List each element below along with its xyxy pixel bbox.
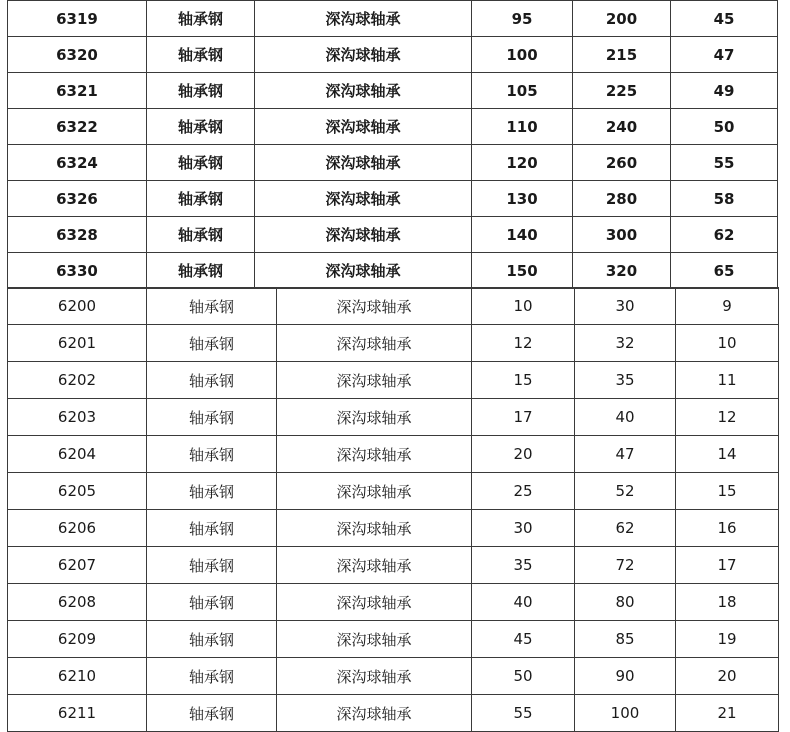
width-cell: 58 [671,181,778,217]
inner-diameter-cell: 40 [472,584,575,621]
table-row [8,217,778,253]
type-cell: 深沟球轴承 [277,362,472,399]
model-cell: 6210 [8,658,147,695]
inner-diameter-cell: 25 [472,473,575,510]
inner-diameter-cell: 20 [472,436,575,473]
material-cell: 轴承钢 [147,621,277,658]
model-cell: 6320 [8,37,147,73]
width-cell: 62 [671,217,778,253]
inner-diameter-cell: 12 [472,325,575,362]
outer-diameter-cell: 40 [575,399,676,436]
outer-diameter-cell: 100 [575,695,676,732]
width-cell: 49 [671,73,778,109]
outer-diameter-cell: 200 [573,1,671,37]
type-cell: 深沟球轴承 [255,181,472,217]
model-cell: 6324 [8,145,147,181]
inner-diameter-cell: 17 [472,399,575,436]
width-cell: 14 [676,436,779,473]
table-row [8,399,779,436]
inner-diameter-cell: 130 [472,181,573,217]
inner-diameter-cell: 110 [472,109,573,145]
type-cell: 深沟球轴承 [277,658,472,695]
model-cell: 6209 [8,621,147,658]
model-cell: 6201 [8,325,147,362]
model-cell: 6321 [8,73,147,109]
inner-diameter-cell: 15 [472,362,575,399]
model-cell: 6206 [8,510,147,547]
outer-diameter-cell: 32 [575,325,676,362]
type-cell: 深沟球轴承 [277,584,472,621]
table-row [8,145,778,181]
outer-diameter-cell: 225 [573,73,671,109]
outer-diameter-cell: 240 [573,109,671,145]
model-cell: 6211 [8,695,147,732]
outer-diameter-cell: 280 [573,181,671,217]
type-cell: 深沟球轴承 [277,399,472,436]
table-row [8,325,779,362]
type-cell: 深沟球轴承 [277,325,472,362]
material-cell: 轴承钢 [147,37,255,73]
width-cell: 11 [676,362,779,399]
inner-diameter-cell: 100 [472,37,573,73]
material-cell: 轴承钢 [147,547,277,584]
material-cell: 轴承钢 [147,473,277,510]
inner-diameter-cell: 95 [472,1,573,37]
outer-diameter-cell: 320 [573,253,671,289]
type-cell: 深沟球轴承 [277,695,472,732]
material-cell: 轴承钢 [147,436,277,473]
table-row [8,73,778,109]
width-cell: 19 [676,621,779,658]
table-row [8,109,778,145]
model-cell: 6322 [8,109,147,145]
type-cell: 深沟球轴承 [255,253,472,289]
type-cell: 深沟球轴承 [277,621,472,658]
width-cell: 20 [676,658,779,695]
width-cell: 9 [676,288,779,325]
model-cell: 6330 [8,253,147,289]
model-cell: 6208 [8,584,147,621]
material-cell: 轴承钢 [147,145,255,181]
type-cell: 深沟球轴承 [277,510,472,547]
material-cell: 轴承钢 [147,658,277,695]
model-cell: 6203 [8,399,147,436]
model-cell: 6200 [8,288,147,325]
outer-diameter-cell: 35 [575,362,676,399]
outer-diameter-cell: 62 [575,510,676,547]
outer-diameter-cell: 300 [573,217,671,253]
width-cell: 55 [671,145,778,181]
width-cell: 17 [676,547,779,584]
width-cell: 15 [676,473,779,510]
model-cell: 6202 [8,362,147,399]
model-cell: 6205 [8,473,147,510]
table-row [8,695,779,732]
width-cell: 47 [671,37,778,73]
table-row [8,473,779,510]
inner-diameter-cell: 150 [472,253,573,289]
table-row [8,253,778,289]
table-row [8,1,778,37]
inner-diameter-cell: 120 [472,145,573,181]
outer-diameter-cell: 47 [575,436,676,473]
width-cell: 18 [676,584,779,621]
material-cell: 轴承钢 [147,1,255,37]
material-cell: 轴承钢 [147,584,277,621]
table-row [8,436,779,473]
material-cell: 轴承钢 [147,288,277,325]
outer-diameter-cell: 52 [575,473,676,510]
material-cell: 轴承钢 [147,217,255,253]
material-cell: 轴承钢 [147,510,277,547]
type-cell: 深沟球轴承 [255,217,472,253]
width-cell: 16 [676,510,779,547]
material-cell: 轴承钢 [147,109,255,145]
inner-diameter-cell: 10 [472,288,575,325]
outer-diameter-cell: 90 [575,658,676,695]
model-cell: 6326 [8,181,147,217]
bearing-table-top [7,0,778,289]
inner-diameter-cell: 45 [472,621,575,658]
bearing-table-bottom [7,287,779,732]
inner-diameter-cell: 35 [472,547,575,584]
material-cell: 轴承钢 [147,399,277,436]
type-cell: 深沟球轴承 [277,547,472,584]
table-row [8,621,779,658]
inner-diameter-cell: 140 [472,217,573,253]
inner-diameter-cell: 50 [472,658,575,695]
table-row [8,584,779,621]
model-cell: 6207 [8,547,147,584]
width-cell: 21 [676,695,779,732]
table-row [8,181,778,217]
table-row [8,362,779,399]
width-cell: 45 [671,1,778,37]
model-cell: 6328 [8,217,147,253]
outer-diameter-cell: 85 [575,621,676,658]
outer-diameter-cell: 260 [573,145,671,181]
material-cell: 轴承钢 [147,325,277,362]
outer-diameter-cell: 30 [575,288,676,325]
width-cell: 12 [676,399,779,436]
table-row [8,658,779,695]
type-cell: 深沟球轴承 [277,436,472,473]
type-cell: 深沟球轴承 [255,1,472,37]
model-cell: 6319 [8,1,147,37]
material-cell: 轴承钢 [147,73,255,109]
inner-diameter-cell: 30 [472,510,575,547]
inner-diameter-cell: 55 [472,695,575,732]
material-cell: 轴承钢 [147,695,277,732]
inner-diameter-cell: 105 [472,73,573,109]
width-cell: 50 [671,109,778,145]
material-cell: 轴承钢 [147,253,255,289]
type-cell: 深沟球轴承 [255,73,472,109]
type-cell: 深沟球轴承 [277,473,472,510]
width-cell: 10 [676,325,779,362]
type-cell: 深沟球轴承 [255,145,472,181]
material-cell: 轴承钢 [147,181,255,217]
table-row [8,510,779,547]
type-cell: 深沟球轴承 [255,37,472,73]
model-cell: 6204 [8,436,147,473]
outer-diameter-cell: 80 [575,584,676,621]
material-cell: 轴承钢 [147,362,277,399]
table-row [8,547,779,584]
outer-diameter-cell: 215 [573,37,671,73]
width-cell: 65 [671,253,778,289]
type-cell: 深沟球轴承 [277,288,472,325]
table-row [8,37,778,73]
outer-diameter-cell: 72 [575,547,676,584]
type-cell: 深沟球轴承 [255,109,472,145]
table-row [8,288,779,325]
